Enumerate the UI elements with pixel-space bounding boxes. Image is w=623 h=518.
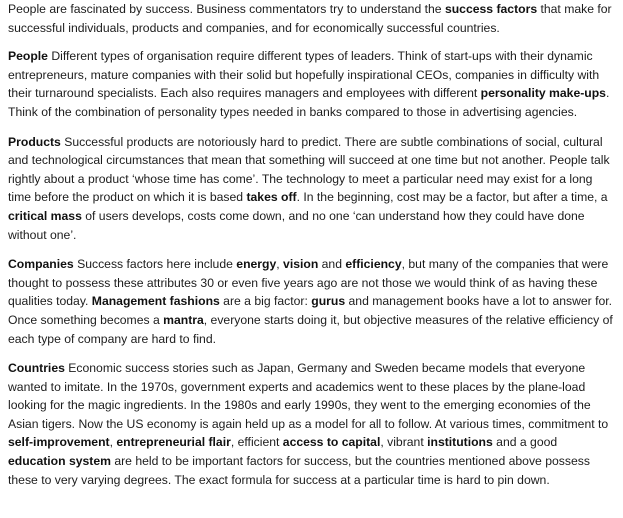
countries-text-3: , efficient <box>230 435 283 450</box>
companies-text-2: , <box>276 257 284 272</box>
products-text-3: of users develops, costs come down, and no one ‘can understand how they could have done without one’. <box>8 208 585 242</box>
companies-paragraph <box>8 255 617 348</box>
key-term-vision: vision <box>283 257 319 272</box>
key-term-efficiency: efficiency <box>345 257 402 272</box>
key-term-education-system: education system <box>8 454 111 469</box>
key-term-entrepreneurial-flair: entrepreneurial flair <box>116 435 231 450</box>
people-text-2: . Think of the combination of personality types needed in banks compared to those in advertising agencies. <box>8 86 610 119</box>
key-term-success-factors: success factors <box>444 2 538 16</box>
products-text-1: Successful products are notoriously hard to predict. There are subtle combinations of social, cultural and technological circumstances that mean that something will succeed at one time but not another. People talk rightly about a product ‘whose time has come’. The technology to meet a particular need may exist for a long time before the product on which it is based <box>8 134 610 205</box>
intro-text-2: that make for successful individuals, products and companies, and for economically successful countries. <box>8 2 612 35</box>
countries-text-4: , vibrant <box>380 435 428 450</box>
key-term-access-to-capital: access to capital <box>282 435 381 450</box>
countries-text-5: and a good <box>492 435 558 450</box>
products-heading: Products <box>8 134 61 149</box>
companies-text-3: and <box>318 257 346 272</box>
products-text-2: . In the beginning, cost may be a factor, but after a time, a <box>296 190 608 205</box>
countries-paragraph <box>8 359 617 489</box>
key-term-critical-mass: critical mass <box>8 208 82 223</box>
key-term-takes-off: takes off <box>246 190 297 205</box>
companies-text-1: Success factors here include <box>73 257 237 272</box>
countries-text-6: are held to be important factors for success, but the countries mentioned above possess these to very varying degrees. The exact formula for success at a particular time is hard to pin down. <box>8 454 590 487</box>
key-term-institutions: institutions <box>427 435 493 450</box>
products-paragraph <box>8 133 617 245</box>
people-text-1: Different types of organisation require different types of leaders. Think of start-ups with their dynamic entrepreneurs, mature companies with their solid but hopefully inspirational CEOs, companies in difficulty with their turnaround specialists. Each also requires managers and employees with different <box>8 49 600 101</box>
key-term-personality-make-ups: personality make-ups <box>480 86 606 101</box>
companies-heading: Companies <box>8 257 74 272</box>
people-paragraph <box>8 47 617 121</box>
key-term-mantra: mantra <box>163 312 204 327</box>
key-term-self-improvement: self-improvement <box>8 435 110 450</box>
intro-text-1: People are fascinated by success. Business commentators try to understand the <box>8 2 445 16</box>
companies-text-7: , everyone starts doing it, but objective measures of the relative efficiency of each type of company are hard to find. <box>8 312 613 346</box>
key-term-management-fashions: Management fashions <box>91 294 220 309</box>
countries-heading: Countries <box>8 361 65 376</box>
key-term-gurus: gurus <box>311 294 346 309</box>
intro-paragraph <box>8 0 617 37</box>
countries-text-1: Economic success stories such as Japan, Germany and Sweden became models that everyone wanted to imitate. In the 1970s, government experts and academics went to these places by the plane-load looking for the magic ingredients. In the 1980s and early 1990s, they went to the emerging economies of the Asian tigers. Now the US economy is again held up as a model for all to follow. At various times, commitment to <box>8 361 609 431</box>
companies-text-6: and management books have a lot to answer for. Once something becomes a <box>8 294 613 327</box>
companies-text-4: , but many of the companies that were thought to possess these attributes 30 or even five years ago are not those we would think of as having these qualities today. <box>8 257 609 309</box>
countries-text-2: , <box>109 435 117 450</box>
companies-text-5: are a big factor: <box>219 294 312 309</box>
key-term-energy: energy <box>236 257 277 272</box>
people-heading: People <box>8 49 48 64</box>
